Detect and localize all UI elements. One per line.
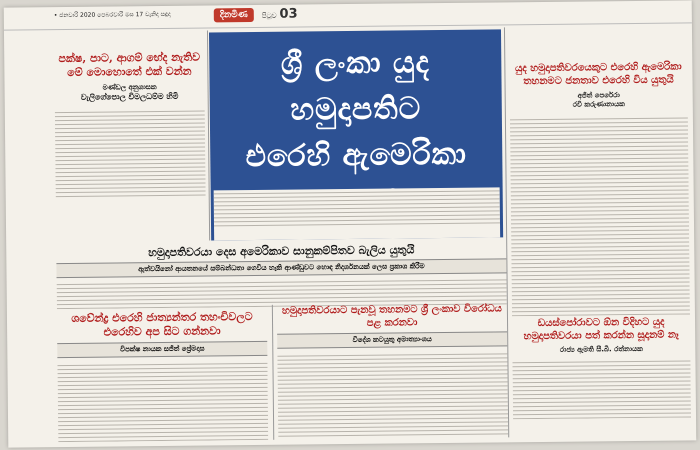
- main-headline-line1: ශ්‍රී ලංකා යුද හමුදාපතිට: [280, 45, 430, 128]
- page-label: පිටුව: [261, 11, 277, 20]
- main-headline-line2: එරෙහි ඇමෙරිකා: [245, 136, 468, 175]
- left-lower-article-headline: ශවේන්ද්‍ර එරෙහි ජාත්‍යන්තර තහංචිවලට එරෙහිව අප සිට ගන්නවා: [71, 310, 253, 339]
- right-lower-article-headline: ඩයස්පෝරාවට ඕන විදිහට යුද හමුදාපතිවරයා පත් කරන්න සූදානම් නෑ: [523, 316, 679, 343]
- mid-article-byline: ඇත්වයිනෝ ආයතනයේ සම්බන්ධතා ගෙවිය හැකි ආණ්ඩුවට හොඳ නිදර්ශනයක් ලෙස ප්‍රකාශ කිරීම: [56, 258, 506, 278]
- left-lower-article: [57, 310, 268, 442]
- right-article-body: [510, 114, 690, 316]
- left-article: [54, 51, 206, 200]
- masthead-logo: දිනමිණ: [214, 8, 254, 22]
- main-article-body: [214, 187, 501, 240]
- right-article-byline-role: අජිත් පෙරේරා: [577, 91, 620, 100]
- center-lower-article-body: [277, 350, 508, 437]
- left-article-headline: පක්ෂ, පාට, ආගම් භේද නැතිව මේ මොහොතේ එක් වන්න: [58, 50, 201, 79]
- right-lower-article: [512, 315, 691, 419]
- left-article-body: [55, 108, 206, 200]
- page-number-value: 03: [279, 6, 298, 22]
- left-lower-article-body: [57, 360, 268, 442]
- left-lower-article-byline: විපක්ෂ නායක සජිත් ප්‍රේමදාස: [57, 341, 267, 358]
- right-article-byline-name: රවි කරුණානායක: [572, 100, 625, 109]
- center-lower-article: [277, 302, 508, 437]
- dateline: • ජනවාරි 2020 පෙබරවාරි මස 17 වැනිදා සඳුදා: [53, 10, 171, 20]
- left-article-byline-name: වැලිගේපොල විමලධම්ම හිමි: [80, 91, 179, 102]
- mid-article-headline: හමුදාපතිවරයා දෙස අමෙරිකාව සානුකම්පිතව බැලිය යුතුයි: [148, 243, 415, 260]
- left-article-byline-role: මණ්ඩල අනුශාසක: [102, 83, 157, 92]
- mid-article: [56, 242, 507, 309]
- page-number: [262, 7, 298, 22]
- column-rule-lower: [272, 305, 274, 440]
- right-article: [509, 60, 690, 316]
- newspaper-page: [4, 0, 697, 447]
- right-article-headline: යුද හමුදාපතිවරයෙකුට එරෙහි ඇමෙරිකා තහනමට ජනතාව එරෙහි විය යුතුයි: [515, 61, 682, 88]
- center-lower-article-headline: හමුදාපතිවරයාට පැනවූ තහනමට ශ්‍රී ලංකාව විරෝධය පළ කරනවා: [281, 303, 502, 329]
- right-lower-article-byline: රාජ්‍ය ඇමති සී.බී. රත්නායක: [559, 344, 643, 354]
- right-lower-article-body: [512, 357, 691, 419]
- center-lower-article-byline: විදේශ කටයුතු අමාත්‍යාංශය: [277, 331, 507, 348]
